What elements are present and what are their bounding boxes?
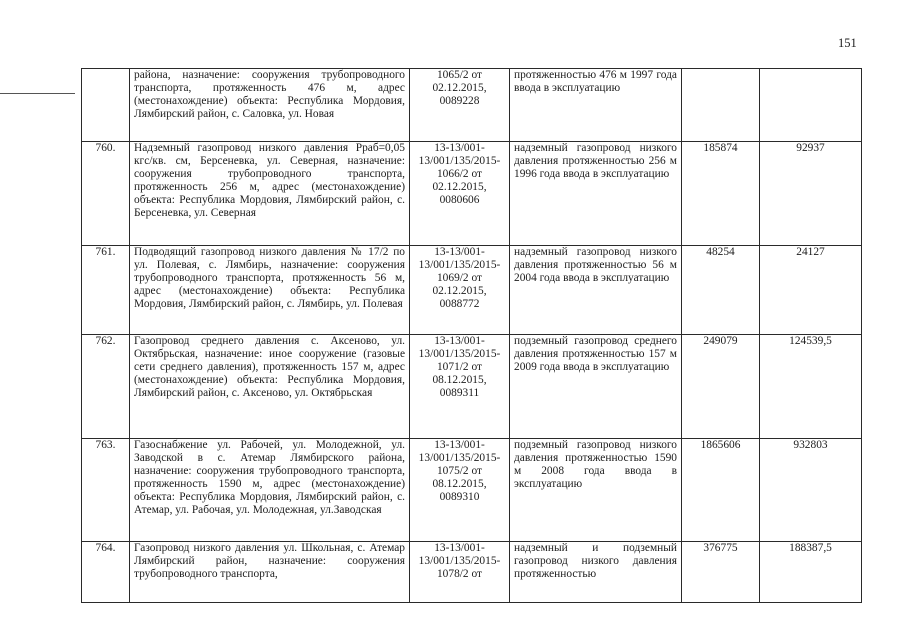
object-characteristics: надземный газопровод низкого давления протяженностью 256 м 1996 года ввода в эксплуатацию (510, 142, 682, 246)
table-row (82, 542, 862, 603)
book-value: 1865606 (682, 439, 760, 542)
residual-value: 24127 (760, 246, 862, 335)
registration-record: 13-13/001-13/001/135/2015-1075/2 от 08.12.2015, 0089310 (410, 439, 510, 542)
book-value (682, 69, 760, 142)
row-number (82, 69, 130, 142)
page-number: 151 (838, 36, 857, 50)
residual-value: 932803 (760, 439, 862, 542)
row-number: 763. (82, 439, 130, 542)
object-characteristics: надземный и подземный газопровод низкого давления протяженностью (510, 542, 682, 603)
object-name: района, назначение: сооружения трубопроводного транспорта, протяженность 476 м, адрес (местонахождение) объекта: Республика Мордовия, Лямбирский район, с. Саловка, ул. Новая (130, 69, 410, 142)
row-number: 761. (82, 246, 130, 335)
table-row (82, 142, 862, 246)
object-name: Газопровод низкого давления ул. Школьная, с. Атемар Лямбирский район, назначение: сооружения трубопроводного транспорта, (130, 542, 410, 603)
registration-record: 13-13/001-13/001/135/2015-1071/2 от 08.12.2015, 0089311 (410, 335, 510, 439)
book-value: 376775 (682, 542, 760, 603)
book-value: 249079 (682, 335, 760, 439)
scan-margin-line (0, 93, 75, 94)
registration-record: 13-13/001-13/001/135/2015-1066/2 от 02.12.2015, 0080606 (410, 142, 510, 246)
object-characteristics: подземный газопровод низкого давления протяженностью 1590 м 2008 года ввода в эксплуатацию (510, 439, 682, 542)
row-number: 760. (82, 142, 130, 246)
row-number: 762. (82, 335, 130, 439)
book-value: 48254 (682, 246, 760, 335)
object-characteristics: подземный газопровод среднего давления протяженностью 157 м 2009 года ввода в эксплуатацию (510, 335, 682, 439)
table-row (82, 335, 862, 439)
object-name: Подводящий газопровод низкого давления № 17/2 по ул. Полевая, с. Лямбирь, назначение: сооружения трубопроводного транспорта, протяженность 56 м, адрес (местонахождение) объекта: Республика Мордовия, Лямбирский район, с. Лямбирь, ул. Полевая (130, 246, 410, 335)
property-registry-table (81, 68, 862, 603)
registration-record: 13-13/001-13/001/135/2015-1078/2 от (410, 542, 510, 603)
residual-value: 92937 (760, 142, 862, 246)
table-row (82, 69, 862, 142)
table-row (82, 246, 862, 335)
book-value: 185874 (682, 142, 760, 246)
residual-value (760, 69, 862, 142)
object-name: Газопровод среднего давления с. Аксеново, ул. Октябрьская, назначение: иное сооружение (газовые сети среднего давления), протяженность 157 м, адрес (местонахождение) объекта: Республика Мордовия, Лямбирский район, с. Аксеново, ул. Октябрьская (130, 335, 410, 439)
table-row (82, 439, 862, 542)
residual-value: 188387,5 (760, 542, 862, 603)
object-characteristics: протяженностью 476 м 1997 года ввода в эксплуатацию (510, 69, 682, 142)
object-name: Надземный газопровод низкого давления Рраб=0,05 кгс/кв. см, Берсеневка, ул. Северная, назначение: сооружения трубопроводного транспорта, протяженность 256 м, адрес (местонахождение) объекта: Республика Мордовия, Лямбирский район, с. Берсеневка, ул. Северная (130, 142, 410, 246)
registration-record: 13-13/001-13/001/135/2015-1069/2 от 02.12.2015, 0088772 (410, 246, 510, 335)
row-number: 764. (82, 542, 130, 603)
residual-value: 124539,5 (760, 335, 862, 439)
object-characteristics: надземный газопровод низкого давления протяженностью 56 м 2004 года ввода в эксплуатацию (510, 246, 682, 335)
object-name: Газоснабжение ул. Рабочей, ул. Молодежной, ул. Заводской в с. Атемар Лямбирского района, назначение: сооружения трубопроводного транспорта, протяженность 1590 м, адрес (местонахождение) объекта: Республика Мордовия, Лямбирский район, с. Атемар, ул. Рабочая, ул. Молодежная, ул.Заводская (130, 439, 410, 542)
registration-record: 1065/2 от 02.12.2015, 0089228 (410, 69, 510, 142)
